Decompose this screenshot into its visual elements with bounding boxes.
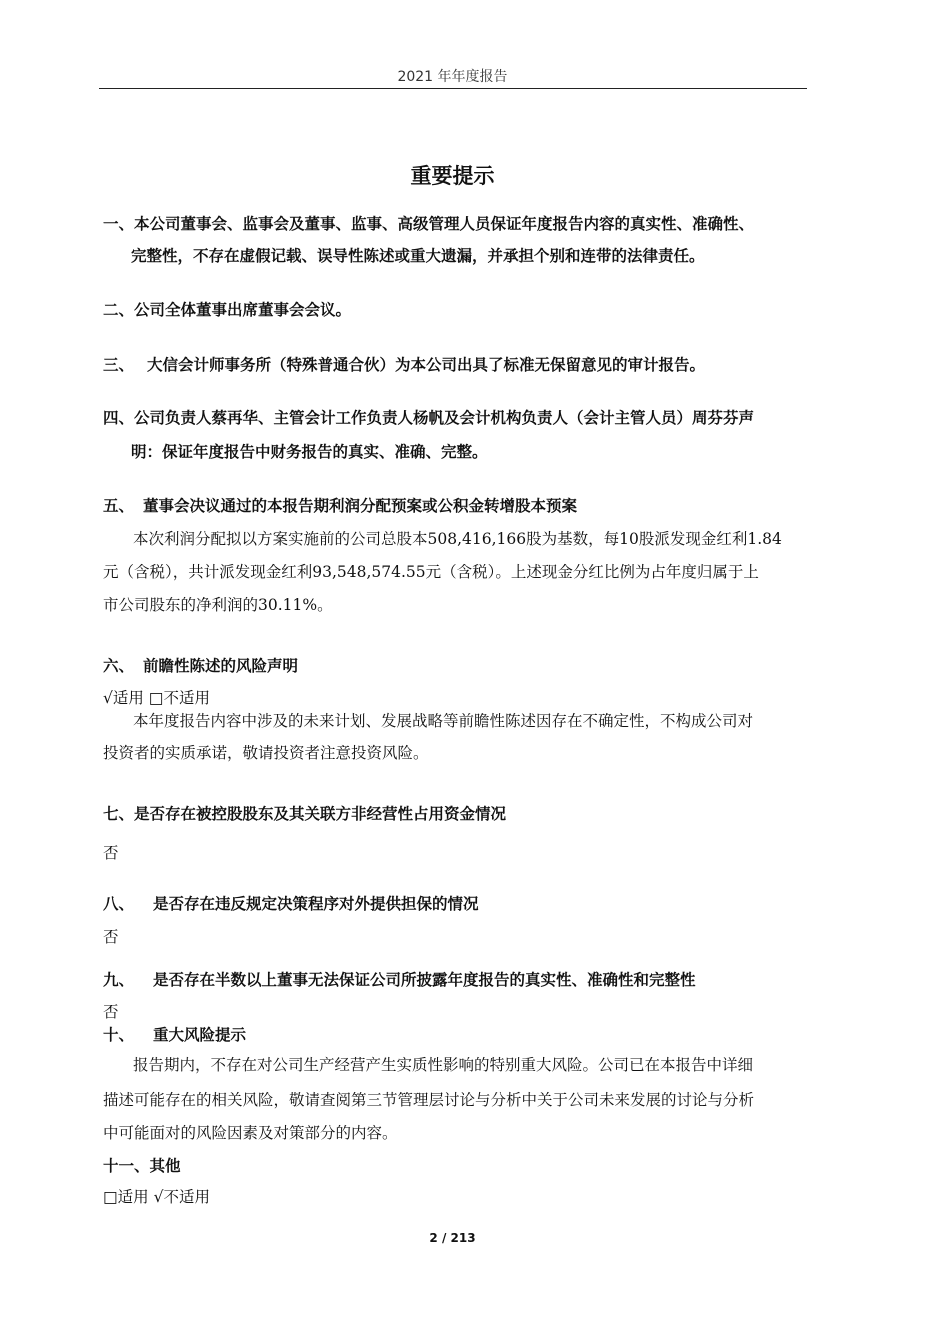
- section-10-body-3: 中可能面对的风险因素及对策部分的内容。: [103, 1124, 398, 1142]
- section-10-body-1: 报告期内，不存在对公司生产经营产生实质性影响的特别重大风险。公司已在本报告中详细: [133, 1056, 754, 1074]
- section-9-heading: 是否存在半数以上董事无法保证公司所披露年度报告的真实性、准确性和完整性: [153, 971, 696, 989]
- section-11-applicability: □适用 √不适用: [103, 1188, 210, 1206]
- section-3-number: 三、: [103, 356, 135, 374]
- section-5-body-2: 元（含税），共计派发现金红利93,548,574.55元（含税）。上述现金分红比例为占年度归属于上: [103, 563, 759, 581]
- section-1-line-1: 一、本公司董事会、监事会及董事、监事、高级管理人员保证年度报告内容的真实性、准确性、: [103, 215, 755, 233]
- section-5-heading: 董事会决议通过的本报告期利润分配预案或公积金转增股本预案: [143, 497, 578, 515]
- section-8-heading: 是否存在违反规定决策程序对外提供担保的情况: [153, 895, 479, 913]
- section-10-body-2: 描述可能存在的相关风险，敬请查阅第三节管理层讨论与分析中关于公司未来发展的讨论与分析: [103, 1091, 755, 1109]
- section-1-line-2: 完整性，不存在虚假记载、误导性陈述或重大遗漏，并承担个别和连带的法律责任。: [131, 247, 705, 265]
- section-10-number: 十、: [103, 1026, 135, 1044]
- page-number: 2 / 213: [429, 1231, 476, 1245]
- page-header: 2021 年年度报告: [397, 69, 508, 85]
- section-6-number: 六、: [103, 657, 135, 675]
- section-5-number: 五、: [103, 497, 135, 515]
- section-3-text: 大信会计师事务所（特殊普通合伙）为本公司出具了标准无保留意见的审计报告。: [147, 356, 706, 374]
- section-6-applicability: √适用 □不适用: [103, 689, 210, 707]
- section-9-answer: 否: [103, 1003, 119, 1021]
- section-4-line-2: 明：保证年度报告中财务报告的真实、准确、完整。: [131, 443, 488, 461]
- section-10-heading: 重大风险提示: [153, 1026, 247, 1044]
- section-6-heading: 前瞻性陈述的风险声明: [143, 657, 299, 675]
- section-11-heading: 十一、其他: [103, 1157, 181, 1175]
- section-6-body-2: 投资者的实质承诺，敬请投资者注意投资风险。: [103, 744, 429, 762]
- section-8-answer: 否: [103, 928, 119, 946]
- section-5-body-3: 市公司股东的净利润的30.11%。: [103, 596, 333, 614]
- section-2: 二、公司全体董事出席董事会会议。: [103, 301, 352, 319]
- section-6-body-1: 本年度报告内容中涉及的未来计划、发展战略等前瞻性陈述因存在不确定性，不构成公司对: [133, 712, 754, 730]
- section-9-number: 九、: [103, 971, 135, 989]
- section-8-number: 八、: [103, 895, 135, 913]
- section-7-heading: 七、是否存在被控股股东及其关联方非经营性占用资金情况: [103, 805, 507, 823]
- section-4-line-1: 四、公司负责人蔡再华、主管会计工作负责人杨帆及会计机构负责人（会计主管人员）周芬芬声: [103, 409, 755, 427]
- section-5-body-1: 本次利润分配拟以方案实施前的公司总股本508,416,166股为基数，每10股派发现金红利1.84: [133, 530, 782, 548]
- header-divider: [99, 88, 807, 89]
- page-title: 重要提示: [410, 164, 495, 188]
- section-7-answer: 否: [103, 844, 119, 862]
